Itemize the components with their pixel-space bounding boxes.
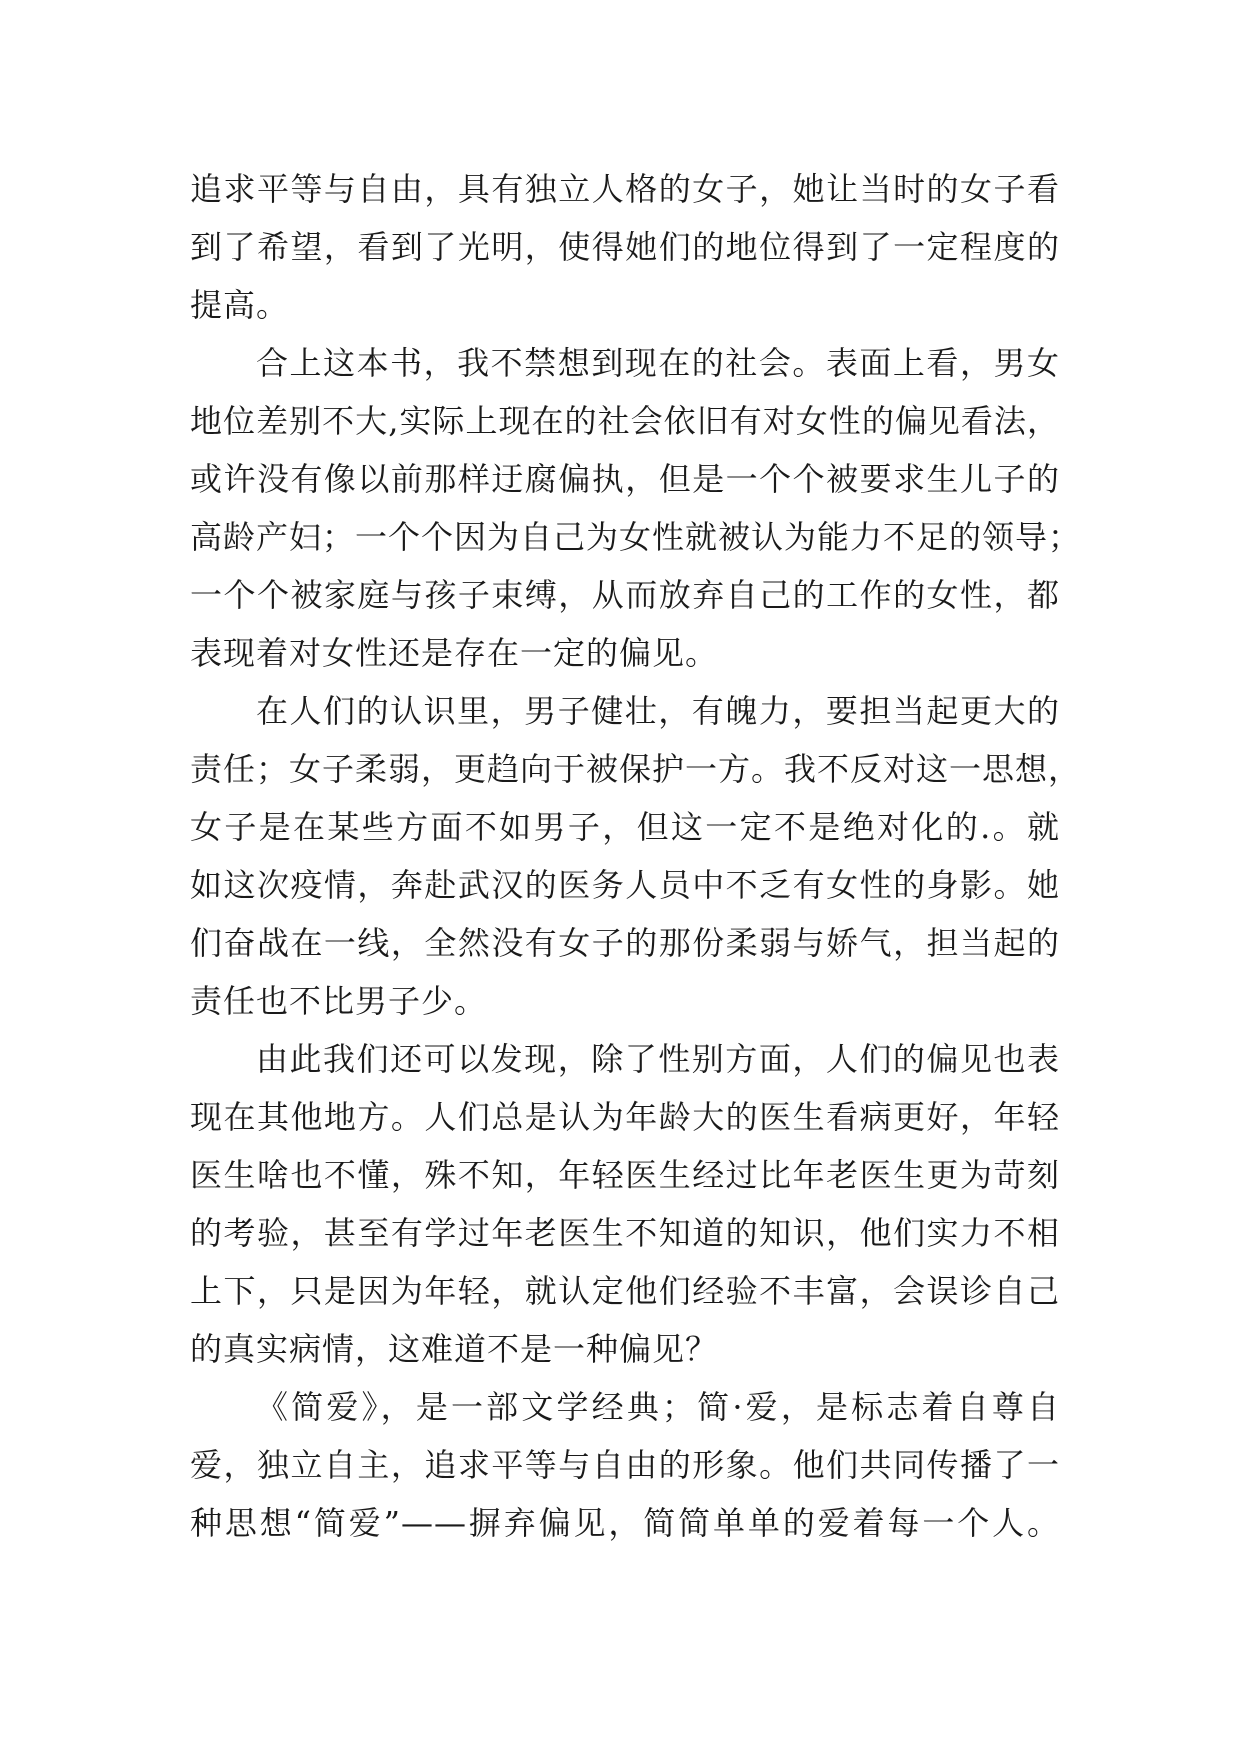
text-line: 爱，独立自主，追求平等与自由的形象。他们共同传播了一 (190, 1446, 1060, 1484)
paragraph-5 (190, 1378, 1060, 1552)
text-line: 如这次疫情，奔赴武汉的医务人员中不乏有女性的身影。她 (190, 866, 1060, 904)
text-line: 女子是在某些方面不如男子，但这一定不是绝对化的.。就 (190, 808, 1060, 846)
text-line: 的考验，甚至有学过年老医生不知道的知识，他们实力不相 (190, 1214, 1060, 1252)
text-line: 一个个被家庭与孩子束缚，从而放弃自己的工作的女性，都 (190, 576, 1060, 614)
text-line: 在人们的认识里，男子健壮，有魄力，要担当起更大的 (256, 692, 1060, 730)
text-line: 到了希望，看到了光明，使得她们的地位得到了一定程度的 (190, 228, 1060, 266)
paragraph-2 (190, 334, 1082, 682)
text-line: 种思想“简爱”——摒弃偏见，简简单单的爱着每一个人。 (190, 1504, 1060, 1542)
paragraph-1 (190, 160, 1060, 334)
text-line: 现在其他地方。人们总是认为年龄大的医生看病更好，年轻 (190, 1098, 1060, 1136)
text-line: 高龄产妇；一个个因为自己为女性就被认为能力不足的领导； (190, 518, 1082, 556)
text-line: 上下，只是因为年轻，就认定他们经验不丰富，会误诊自己 (190, 1272, 1060, 1310)
text-line: 责任也不比男子少。 (190, 982, 488, 1020)
text-line: 提高。 (190, 286, 290, 324)
text-line: 责任；女子柔弱，更趋向于被保护一方。我不反对这一思想， (190, 750, 1082, 788)
paragraph-3 (190, 682, 1082, 1030)
text-line: 《简爱》，是一部文学经典；简·爱，是标志着自尊自 (256, 1388, 1060, 1426)
text-line: 医生啥也不懂，殊不知，年轻医生经过比年老医生更为苛刻 (190, 1156, 1060, 1194)
text-line: 或许没有像以前那样迂腐偏执，但是一个个被要求生儿子的 (190, 460, 1060, 498)
text-line: 地位差别不大,实际上现在的社会依旧有对女性的偏见看法， (190, 402, 1060, 440)
text-line: 表现着对女性还是存在一定的偏见。 (190, 634, 719, 672)
text-line: 由此我们还可以发现，除了性别方面，人们的偏见也表 (256, 1040, 1060, 1078)
paragraph-4 (190, 1030, 1060, 1378)
text-line: 们奋战在一线，全然没有女子的那份柔弱与娇气，担当起的 (190, 924, 1060, 962)
body-text (190, 160, 1082, 1552)
text-line: 合上这本书，我不禁想到现在的社会。表面上看，男女 (256, 344, 1060, 382)
text-line: 的真实病情，这难道不是一种偏见？ (190, 1330, 719, 1368)
text-line: 追求平等与自由，具有独立人格的女子，她让当时的女子看 (190, 170, 1060, 208)
